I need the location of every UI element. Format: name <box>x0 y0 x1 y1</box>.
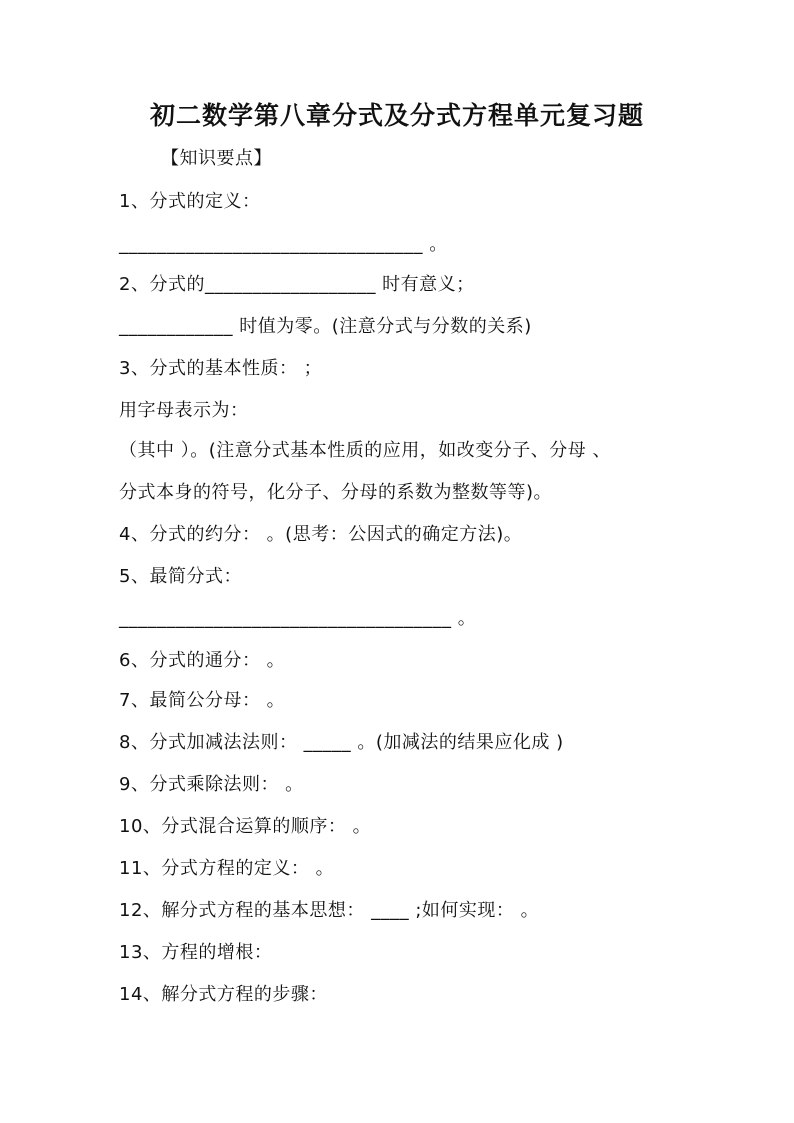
text-line: ____________ 时值为零。(注意分式与分数的关系) <box>119 316 532 337</box>
blank-line: ________________________________ 。 <box>119 234 448 255</box>
page-title: 初二数学第八章分式及分式方程单元复习题 <box>149 101 644 130</box>
blank-line: ___________________________________ 。 <box>119 608 477 629</box>
text-line: 13、方程的增根： <box>119 942 273 963</box>
text-line: 7、最简公分母： 。 <box>119 690 286 711</box>
text-line: 12、解分式方程的基本思想： ____ ;如何实现： 。 <box>119 900 540 921</box>
text-line: 14、解分式方程的步骤： <box>119 984 328 1005</box>
text-line: 11、分式方程的定义： 。 <box>119 858 335 879</box>
text-line: （其中 ）。(注意分式基本性质的应用，如改变分子、分母 、 <box>119 440 611 461</box>
text-line: 10、分式混合运算的顺序： 。 <box>119 816 372 837</box>
text-line: 4、分式的约分： 。(思考：公因式的确定方法)。 <box>119 524 523 545</box>
text-line: 9、分式乘除法则： 。 <box>119 774 304 795</box>
text-line: 8、分式加减法法则： _____ 。(加减法的结果应化成 ) <box>119 732 564 753</box>
section-heading-knowledge-points: 【知识要点】 <box>161 148 272 169</box>
text-line: 分式本身的符号，化分子、分母的系数为整数等等)。 <box>119 482 553 503</box>
text-line: 1、分式的定义： <box>119 191 261 212</box>
text-line: 2、分式的__________________ 时有意义； <box>119 274 475 295</box>
text-line: 6、分式的通分： 。 <box>119 650 286 671</box>
text-line: 用字母表示为： <box>119 400 249 421</box>
text-line: 5、最简分式： <box>119 566 242 587</box>
text-line: 3、分式的基本性质： ； <box>119 358 323 379</box>
